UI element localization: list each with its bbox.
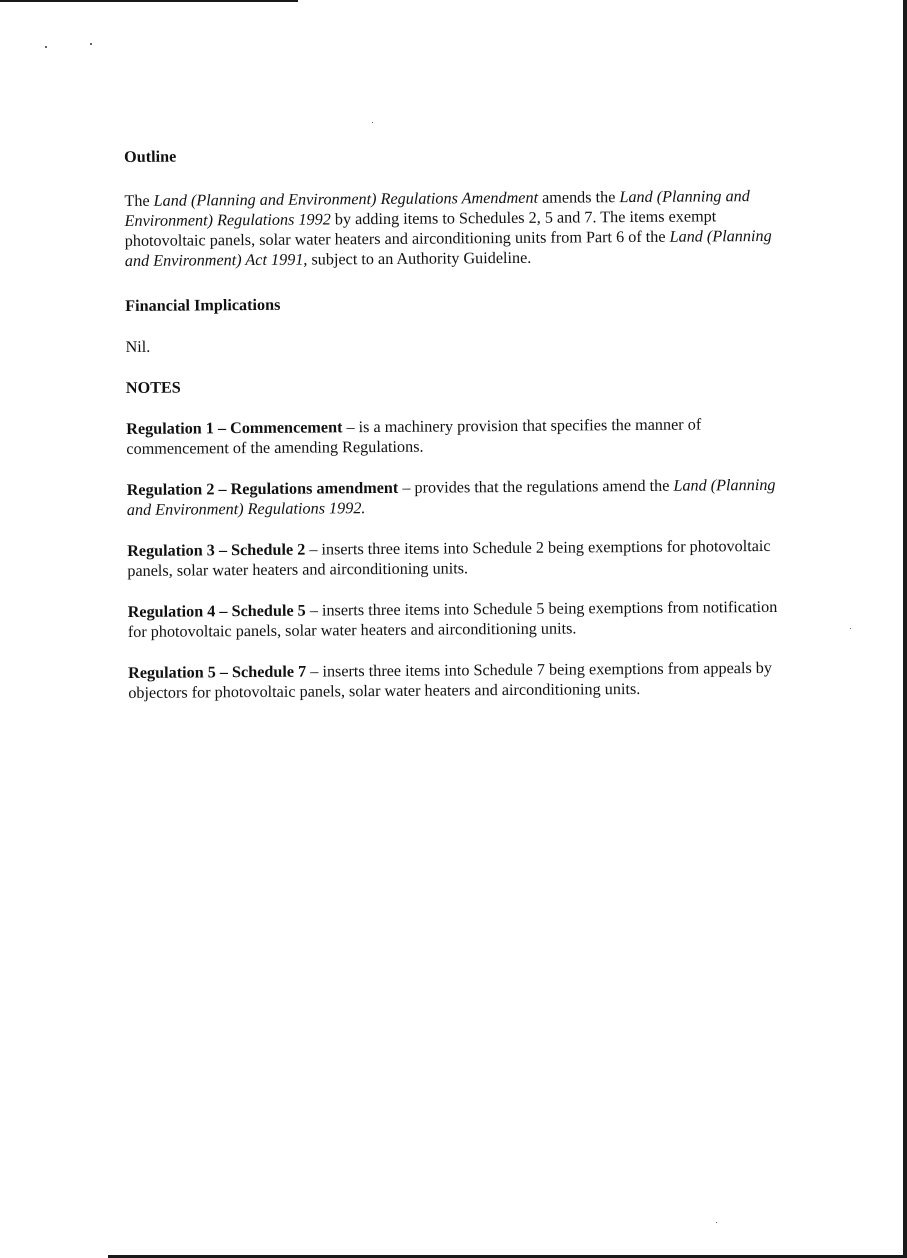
- regulation-2-title: Regulation 2 – Regulations amendment: [126, 478, 399, 499]
- financial-implications-heading: Financial Implications: [125, 295, 281, 315]
- scan-speck: [45, 46, 47, 48]
- regulation-1-text: – is a machinery provision that specifies the manner of commencement of the amending Regulations.: [126, 415, 702, 458]
- outline-italic-amendment-title: Land (Planning and Environment) Regulations Amendment: [153, 188, 539, 210]
- scan-speck: [372, 122, 373, 123]
- scan-speck: [90, 43, 92, 45]
- regulation-3-note: [127, 536, 777, 581]
- outline-paragraph: [124, 186, 775, 271]
- regulation-5-title: Regulation 5 – Schedule 7: [128, 662, 307, 682]
- regulation-3-text: – inserts three items into Schedule 2 being exemptions for photovoltaic panels, solar water heaters and airconditioning units.: [127, 536, 771, 580]
- outline-text-1: The: [124, 191, 154, 210]
- scan-edge-right: [903, 0, 907, 1258]
- notes-heading: NOTES: [125, 378, 181, 397]
- regulation-4-note: [128, 597, 778, 642]
- scan-speck: [716, 1222, 717, 1223]
- document-page: [124, 142, 779, 724]
- regulation-2-note: [127, 475, 777, 520]
- regulation-4-title: Regulation 4 – Schedule 5: [127, 601, 306, 621]
- financial-implications-text: Nil.: [125, 337, 151, 356]
- scan-speck: [850, 628, 851, 629]
- outline-italic-regulations-title: Land (Planning and Environment) Regulations 1992: [124, 187, 750, 230]
- outline-text-3: by adding items to Schedules 2, 5 and 7. The items exempt photovoltaic panels, solar water heaters and airconditioning units from Part 6 of the: [124, 207, 717, 250]
- regulation-3-title: Regulation 3 – Schedule 2: [127, 540, 306, 560]
- outline-text-2: amends the: [537, 188, 620, 207]
- regulation-1-title: Regulation 1 – Commencement: [126, 418, 343, 438]
- regulation-2-text: – provides that the regulations amend the: [398, 476, 674, 497]
- regulation-4-text: – inserts three items into Schedule 5 being exemptions from notification for photovoltaic panels, solar water heaters and airconditioning units.: [127, 597, 778, 641]
- regulation-1-note: [126, 414, 776, 459]
- regulation-5-note: [128, 658, 778, 703]
- regulation-2-italic-title: Land (Planning and Environment) Regulations 1992.: [126, 475, 776, 519]
- regulation-5-text: – inserts three items into Schedule 7 being exemptions from appeals by objectors for photovoltaic panels, solar water heaters and airconditioning units.: [128, 658, 773, 702]
- outline-italic-act-title: Land (Planning and Environment) Act 1991: [124, 226, 772, 270]
- scan-edge-top: [0, 0, 298, 2]
- outline-heading: Outline: [124, 147, 177, 166]
- outline-text-4: , subject to an Authority Guideline.: [303, 248, 532, 269]
